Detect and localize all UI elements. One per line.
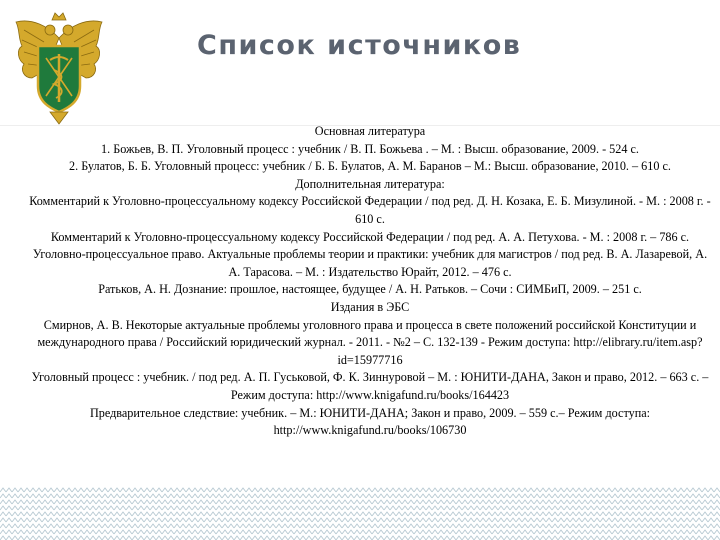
decorative-zigzag-border xyxy=(0,487,720,540)
source-item: Уголовный процесс : учебник. / под ред. А. П. Гуськовой, Ф. К. Зиннуровой – М. : ЮНИТИ-ДАНА, Закон и право, 2012. – 663 с. – Режим доступа: http://www.knigafund.ru/books/164423 xyxy=(31,370,709,402)
source-item: Предварительное следствие: учебник. – М.: ЮНИТИ-ДАНА; Закон и право, 2009. – 559 с.– Режим доступа: http://www.knigafund.ru/books/106730 xyxy=(89,405,651,438)
source-item: Комментарий к Уголовно-процессуальному кодексу Российской Федерации / под ред. Д. Н. Козака, Е. Б. Мизулиной. - М. : 2008 г. - 610 с. xyxy=(29,194,711,226)
section-heading-ebs: Издания в ЭБС xyxy=(330,299,410,314)
source-item: 2. Булатов, Б. Б. Уголовный процесс: учебник / Б. Б. Булатов, А. М. Баранов – М.: Высш. образование, 2010. – 610 с. xyxy=(69,159,671,174)
sources-list xyxy=(28,123,712,440)
section-heading-main: Основная литература xyxy=(314,124,426,138)
customs-coat-of-arms-icon xyxy=(10,8,108,128)
source-item: 1. Божьев, В. П. Уголовный процесс : учебник / В. П. Божьева . – М. : Высш. образование, 2009. - 524 с. xyxy=(101,141,639,156)
source-item: Уголовно-процессуальное право. Актуальные проблемы теории и практики: учебник для магистров / под ред. В. А. Лазаревой, А. А. Тарасова. – М. : Издательство Юрайт, 2012. – 476 с. xyxy=(32,247,708,279)
source-item: Смирнов, А. В. Некоторые актуальные проблемы уголовного права и процесса в свете положений российской Конституции и международного права / Российский юридический журнал. - 2011. - №2 – С. 132-139 - Режим доступа: http://elibrary.ru/item.asp?id=15977716 xyxy=(37,317,703,367)
page-title: Список источников xyxy=(197,30,522,61)
source-item: Ратьков, А. Н. Дознание: прошлое, настоящее, будущее / А. Н. Ратьков. – Сочи : СИМБиП, 2009. – 251 с. xyxy=(98,282,642,297)
section-heading-additional: Дополнительная литература: xyxy=(295,176,445,191)
source-item: Комментарий к Уголовно-процессуальному кодексу Российской Федерации / под ред. А. А. Петуховa. - М. : 2008 г. – 786 с. xyxy=(50,229,690,244)
